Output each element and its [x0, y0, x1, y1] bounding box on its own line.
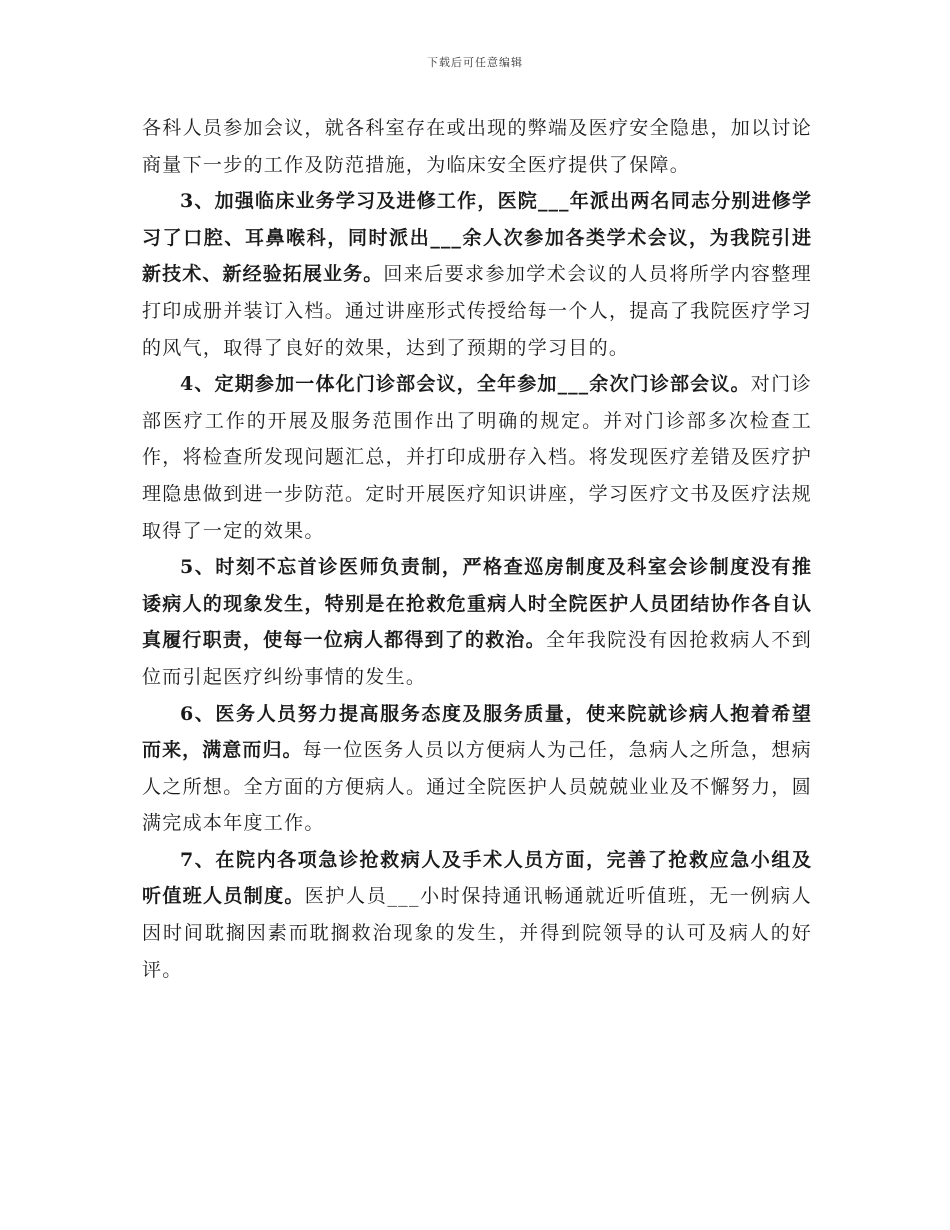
paragraph-text: 医护人员___小时保持通讯畅通就近听值班，无一例病人因时间耽搁因素而耽搁救治现象的发生，并得到院领导的认可及病人的好评。 [142, 885, 812, 981]
paragraph-text: 各科人员参加会议，就各科室存在或出现的弊端及医疗安全隐患，加以讨论商量下一步的工作及防范措施，为临床安全医疗提供了保障。 [142, 117, 812, 176]
paragraph-text: 全年我院没有因抢救病人不到位而引起医疗纠纷事情的发生。 [142, 629, 812, 688]
paragraph-item-7 [142, 842, 812, 988]
paragraph-text: 每一位医务人员以方便病人为己任，急病人之所急，想病人之所想。全方面的方便病人。通过全院医护人员兢兢业业及不懈努力，圆满完成本年度工作。 [142, 739, 812, 835]
paragraph-heading: 7、在院内各项急诊抢救病人及手术人员方面，完善了抢救应急小组及听值班人员制度。 [142, 848, 812, 908]
paragraph-text: 回来后要求参加学术会议的人员将所学内容整理打印成册并装订入档。通过讲座形式传授给每一个人，提高了我院医疗学习的风气，取得了良好的效果，达到了预期的学习目的。 [142, 263, 812, 359]
paragraph-continuation [142, 110, 812, 183]
paragraph-heading: 5、时刻不忘首诊医师负责制，严格查巡房制度及科室会诊制度没有推诿病人的现象发生，特别是在抢救危重病人时全院医护人员团结协作各自认真履行职责，使每一位病人都得到了的救治。 [142, 556, 812, 652]
page-header: 下载后可任意编辑 [427, 56, 523, 69]
paragraph-item-5 [142, 549, 812, 695]
paragraph-heading: 6、医务人员努力提高服务态度及服务质量，使来院就诊病人抱着希望而来，满意而归。 [142, 702, 812, 762]
paragraph-item-4 [142, 366, 812, 549]
document-body [142, 110, 812, 988]
paragraph-heading: 3、加强临床业务学习及进修工作，医院___年派出两名同志分别进修学习了口腔、耳鼻喉科，同时派出___余人次参加各类学术会议，为我院引进新技术、新经验拓展业务。 [142, 190, 812, 286]
paragraph-item-3 [142, 183, 812, 366]
paragraph-heading: 4、定期参加一体化门诊部会议，全年参加___余次门诊部会议。 [180, 373, 751, 396]
paragraph-item-6 [142, 696, 812, 842]
paragraph-text: 对门诊部医疗工作的开展及服务范围作出了明确的规定。并对门诊部多次检查工作，将检查所发现问题汇总，并打印成册存入档。将发现医疗差错及医疗护理隐患做到进一步防范。定时开展医疗知识讲座，学习医疗文书及医疗法规取得了一定的效果。 [142, 373, 812, 542]
